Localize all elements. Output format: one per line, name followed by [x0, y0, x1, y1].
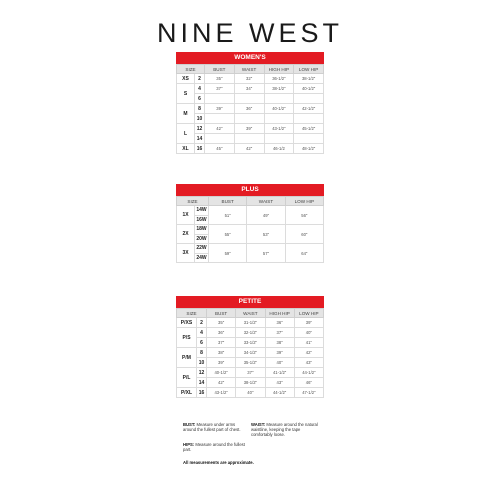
petite-size-label: P/XL	[177, 388, 197, 398]
hips-note-text: Measure around the fullest part.	[183, 442, 245, 452]
petite-waist-cell: 37"	[236, 368, 265, 378]
petite-bust-cell: 43-1/2"	[207, 388, 236, 398]
petite-header-size: SIZE	[177, 309, 207, 318]
womens-waist-cell	[234, 134, 264, 144]
petite-waist-cell: 32-1/2"	[236, 328, 265, 338]
petite-size-label: P/XS	[177, 318, 197, 328]
womens-size-number: 10	[195, 114, 205, 124]
womens-low-hip-cell: 42-1/2"	[294, 104, 324, 114]
petite-bust-cell: 39"	[207, 358, 236, 368]
womens-size-label: XL	[177, 144, 195, 154]
womens-size-label: M	[177, 104, 195, 124]
womens-high-hip-cell: 46-1/2	[264, 144, 294, 154]
petite-row	[177, 328, 324, 338]
petite-row	[177, 348, 324, 358]
womens-waist-cell: 34"	[234, 84, 264, 94]
bust-note	[183, 422, 245, 432]
petite-high-hip-cell: 39"	[265, 348, 294, 358]
womens-size-label: XS	[177, 74, 195, 84]
womens-high-hip-cell: 43-1/2"	[264, 124, 294, 134]
plus-waist-cell: 53"	[247, 225, 285, 244]
petite-size-number: 4	[197, 328, 207, 338]
plus-waist-cell: 57"	[247, 244, 285, 263]
womens-chart-title: WOMEN'S	[176, 52, 324, 64]
petite-waist-cell: 35-1/2"	[236, 358, 265, 368]
petite-low-hip-cell: 43"	[294, 358, 323, 368]
petite-high-hip-cell: 40"	[265, 358, 294, 368]
womens-waist-cell	[234, 114, 264, 124]
womens-size-number: 12	[195, 124, 205, 134]
womens-waist-cell: 36"	[234, 104, 264, 114]
plus-row	[177, 206, 324, 216]
petite-size-chart	[176, 296, 324, 398]
womens-high-hip-cell	[264, 114, 294, 124]
womens-waist-cell: 32"	[234, 74, 264, 84]
petite-low-hip-cell: 41"	[294, 338, 323, 348]
womens-high-hip-cell: 40-1/2"	[264, 104, 294, 114]
petite-table	[176, 308, 324, 398]
petite-row	[177, 338, 324, 348]
petite-bust-cell: 42"	[207, 378, 236, 388]
plus-row	[177, 244, 324, 254]
plus-header-waist: WAIST	[247, 197, 285, 206]
petite-size-label: P/M	[177, 348, 197, 368]
womens-size-label: L	[177, 124, 195, 144]
petite-size-number: 6	[197, 338, 207, 348]
petite-bust-cell: 40-1/2"	[207, 368, 236, 378]
womens-size-number: 16	[195, 144, 205, 154]
womens-waist-cell: 42"	[234, 144, 264, 154]
plus-size-label: 1X	[177, 206, 195, 225]
petite-size-number: 8	[197, 348, 207, 358]
petite-size-label: P/S	[177, 328, 197, 348]
womens-low-hip-cell: 45-1/2"	[294, 124, 324, 134]
womens-row	[177, 84, 324, 94]
plus-waist-cell: 49"	[247, 206, 285, 225]
womens-low-hip-cell: 40-1/2"	[294, 84, 324, 94]
womens-size-number: 4	[195, 84, 205, 94]
womens-bust-cell: 35"	[205, 74, 235, 84]
hips-note-label: HIPS:	[183, 442, 195, 447]
plus-header-bust: BUST	[209, 197, 247, 206]
plus-size-label: 2X	[177, 225, 195, 244]
plus-header-size: SIZE	[177, 197, 209, 206]
petite-low-hip-cell: 46"	[294, 378, 323, 388]
womens-low-hip-cell	[294, 114, 324, 124]
womens-size-number: 2	[195, 74, 205, 84]
petite-low-hip-cell: 47-1/2"	[294, 388, 323, 398]
petite-waist-cell: 33-1/2"	[236, 338, 265, 348]
womens-waist-cell	[234, 94, 264, 104]
petite-row	[177, 358, 324, 368]
womens-header-size: SIZE	[177, 65, 205, 74]
waist-note-label: WAIST:	[251, 422, 266, 427]
petite-bust-cell: 35"	[207, 318, 236, 328]
petite-size-number: 2	[197, 318, 207, 328]
petite-high-hip-cell: 44-1/2"	[265, 388, 294, 398]
waist-note	[251, 422, 321, 437]
petite-size-label: P/L	[177, 368, 197, 388]
petite-size-number: 14	[197, 378, 207, 388]
plus-size-number: 22W	[196, 245, 207, 252]
womens-high-hip-cell	[264, 94, 294, 104]
petite-waist-cell: 31-1/2"	[236, 318, 265, 328]
plus-bust-cell: 51"	[209, 206, 247, 225]
womens-row	[177, 94, 324, 104]
plus-low-hip-cell: 64"	[285, 244, 323, 263]
womens-low-hip-cell: 38-1/2"	[294, 74, 324, 84]
petite-size-number: 16	[197, 388, 207, 398]
womens-row	[177, 134, 324, 144]
womens-low-hip-cell: 48-1/2"	[294, 144, 324, 154]
womens-bust-cell	[205, 94, 235, 104]
petite-header-low-hip: LOW HIP	[294, 309, 323, 318]
womens-row	[177, 74, 324, 84]
petite-row	[177, 368, 324, 378]
petite-header-waist: WAIST	[236, 309, 265, 318]
womens-header-high-hip: HIGH HIP	[264, 65, 294, 74]
plus-size-number: 14W	[196, 207, 207, 214]
petite-waist-cell: 34-1/2"	[236, 348, 265, 358]
womens-high-hip-cell: 36-1/2"	[264, 74, 294, 84]
plus-row	[177, 225, 324, 235]
womens-low-hip-cell	[294, 94, 324, 104]
womens-size-number: 8	[195, 104, 205, 114]
womens-waist-cell: 39"	[234, 124, 264, 134]
petite-low-hip-cell: 42"	[294, 348, 323, 358]
petite-high-hip-cell: 43"	[265, 378, 294, 388]
plus-size-number: 18W	[196, 226, 207, 233]
womens-bust-cell: 42"	[205, 124, 235, 134]
petite-high-hip-cell: 38"	[265, 338, 294, 348]
petite-waist-cell: 38-1/2"	[236, 378, 265, 388]
womens-row	[177, 124, 324, 134]
womens-bust-cell	[205, 114, 235, 124]
petite-low-hip-cell: 40"	[294, 328, 323, 338]
womens-table	[176, 64, 324, 154]
bust-note-label: BUST:	[183, 422, 196, 427]
petite-high-hip-cell: 36"	[265, 318, 294, 328]
petite-size-number: 12	[197, 368, 207, 378]
womens-high-hip-cell	[264, 134, 294, 144]
womens-row	[177, 104, 324, 114]
petite-waist-cell: 40"	[236, 388, 265, 398]
womens-header-waist: WAIST	[234, 65, 264, 74]
petite-bust-cell: 37"	[207, 338, 236, 348]
brand-logo: NINE WEST	[156, 18, 343, 48]
petite-row	[177, 318, 324, 328]
plus-size-number: 16W	[196, 216, 207, 223]
womens-size-label: S	[177, 84, 195, 104]
petite-header-bust: BUST	[207, 309, 236, 318]
womens-bust-cell: 39"	[205, 104, 235, 114]
plus-size-number: 24W	[196, 254, 207, 261]
petite-row	[177, 378, 324, 388]
petite-chart-title: PETITE	[176, 296, 324, 308]
bust-note-text: Measure under arms around the fullest part of chest.	[183, 422, 241, 432]
womens-high-hip-cell: 38-1/2"	[264, 84, 294, 94]
petite-header-high-hip: HIGH HIP	[265, 309, 294, 318]
approx-note	[183, 460, 323, 465]
petite-high-hip-cell: 37"	[265, 328, 294, 338]
womens-row	[177, 114, 324, 124]
plus-bust-cell: 59"	[209, 244, 247, 263]
plus-low-hip-cell: 56"	[285, 206, 323, 225]
womens-bust-cell: 45"	[205, 144, 235, 154]
plus-chart-title: PLUS	[176, 184, 324, 196]
womens-low-hip-cell	[294, 134, 324, 144]
petite-row	[177, 388, 324, 398]
plus-size-number: 20W	[196, 235, 207, 242]
womens-header-bust: BUST	[205, 65, 235, 74]
womens-bust-cell	[205, 134, 235, 144]
plus-header-low-hip: LOW HIP	[285, 197, 323, 206]
petite-bust-cell: 38"	[207, 348, 236, 358]
plus-size-chart	[176, 184, 324, 263]
approx-note-text: All measurements are approximate.	[183, 460, 254, 465]
womens-bust-cell: 37"	[205, 84, 235, 94]
womens-row	[177, 144, 324, 154]
plus-bust-cell: 55"	[209, 225, 247, 244]
womens-size-number: 14	[195, 134, 205, 144]
womens-size-number: 6	[195, 94, 205, 104]
hips-note	[183, 442, 245, 452]
plus-low-hip-cell: 60"	[285, 225, 323, 244]
womens-header-low-hip: LOW HIP	[294, 65, 324, 74]
womens-size-chart	[176, 52, 324, 154]
plus-table	[176, 196, 324, 263]
petite-bust-cell: 36"	[207, 328, 236, 338]
petite-size-number: 10	[197, 358, 207, 368]
petite-high-hip-cell: 41-1/2"	[265, 368, 294, 378]
waist-note-text: Measure around the natural waistline, keeping the tape comfortably loose.	[251, 422, 318, 437]
plus-size-label: 3X	[177, 244, 195, 263]
petite-low-hip-cell: 39"	[294, 318, 323, 328]
petite-low-hip-cell: 44-1/2"	[294, 368, 323, 378]
